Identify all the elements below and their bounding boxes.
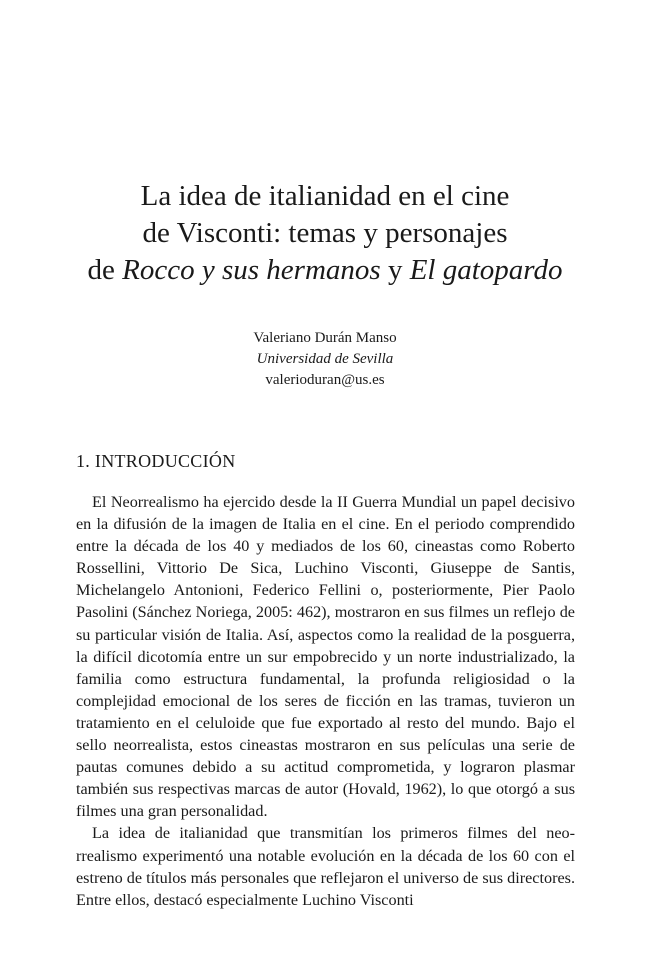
body-text <box>76 491 575 911</box>
paragraph-1: El Neorrealismo ha ejercido desde la II Guerra Mundial un papel decisivo en la difusión de la imagen de Italia en el cine. En el periodo comprendido entre la década de los 40 y mediados de los 60, cineastas como Roberto Rossellini, Vittorio De Sica, Luchino Visconti, Giuseppe de Santis, Michelangelo Antonioni, Federico Fellini o, posteriormente, Pier Paolo Pasolini (Sánchez Noriega, 2005: 462), mostraron en sus filmes un reflejo de su particular visión de Italia. Así, aspectos como la realidad de la posguerra, la difícil dicotomía entre un sur empobrecido y un norte industrializado, la familia como estructura fundamental, la profunda religiosidad o la complejidad emocional de los seres de ficción en las tramas, tuvieron un tratamiento en el celuloide que fue exportado al resto del mundo. Bajo el sello neorrealista, estos cineastas mostraron en sus películas una serie de pautas comunes debido a su actitud comprometida, y lograron plasmar también sus respectivas marcas de autor (Hovald, 1962), lo que otorgó a sus filmes una gran personalidad. <box>76 493 575 821</box>
author-byline <box>0 328 650 391</box>
section-heading: 1. INTRODUCCIÓN <box>76 451 236 471</box>
author-email: valerioduran@us.es <box>265 372 385 388</box>
title-film-gatopardo: El gatopardo <box>409 254 563 286</box>
author-affiliation: Universidad de Sevilla <box>256 351 394 367</box>
title-line-3 <box>0 252 650 289</box>
paragraph-2: La idea de italianidad que transmitían los primeros filmes del neorrealismo experimentó una notable evolución en la década de los 60 con el estreno de títulos más personales que reflejaron el universo de sus directores. Entre ellos, destacó especialmente Luchino Visconti <box>76 824 575 909</box>
title-line-2: de Visconti: temas y personajes <box>142 217 508 249</box>
title-line-3-conjunction: y <box>380 254 410 286</box>
title-line-1: La idea de italianidad en el cine <box>140 180 510 212</box>
paper-title <box>0 178 650 289</box>
title-film-rocco: Rocco y sus hermanos <box>122 254 381 286</box>
title-line-3-prefix: de <box>87 254 123 286</box>
author-name: Valeriano Durán Manso <box>253 330 397 346</box>
